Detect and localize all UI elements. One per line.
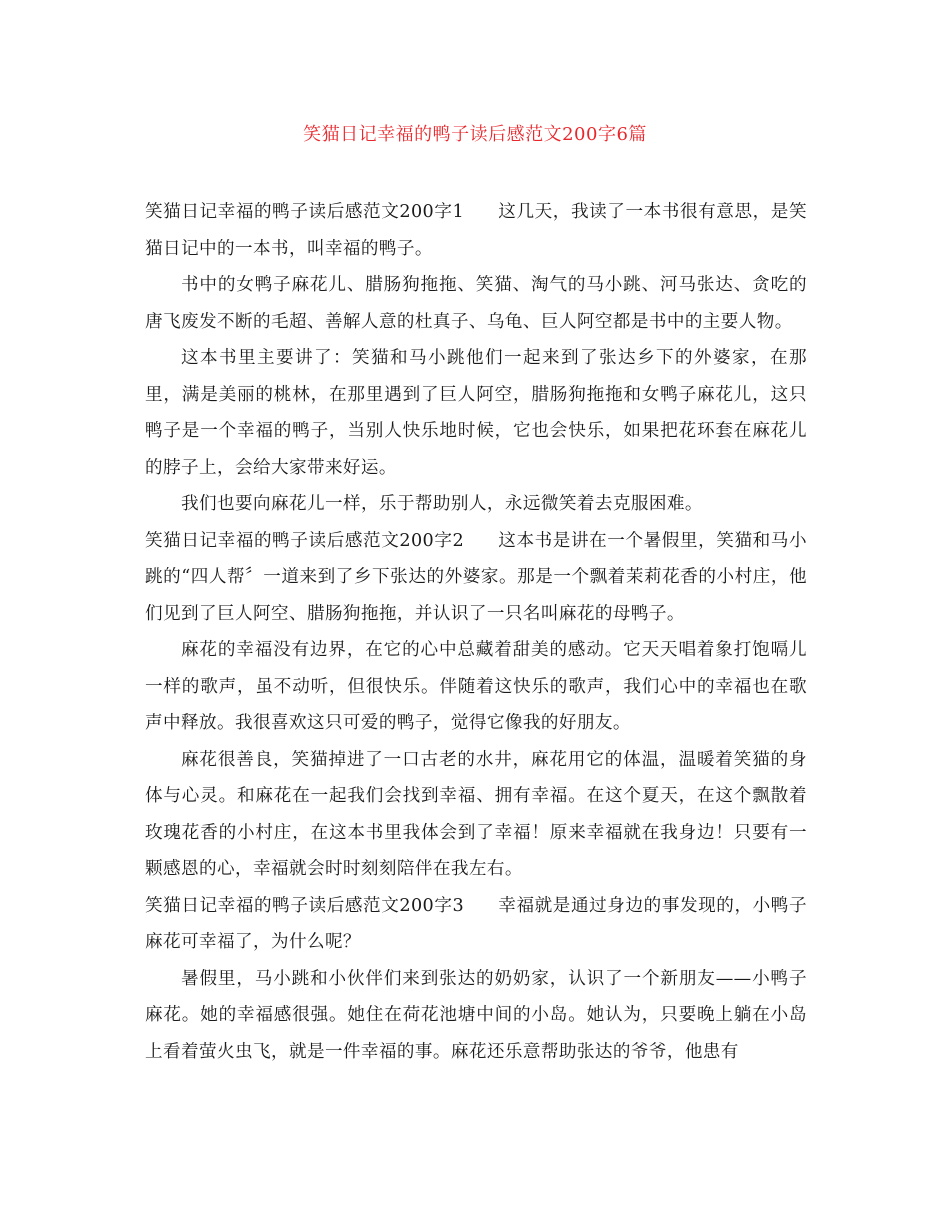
- section-heading: 笑猫日记幸福的鸭子读后感范文200字1: [145, 202, 465, 222]
- section-heading: 笑猫日记幸福的鸭子读后感范文200字2: [145, 530, 465, 551]
- paragraph: 麻花的幸福没有边界，在它的心中总藏着甜美的感动。它天天唱着象打饱嗝儿一样的歌声，虽不动听，但很快乐。伴随着这快乐的歌声，我们心中的幸福也在歌声中释放。我很喜欢这只可爱的鸭子，觉得它像我的好朋友。: [145, 640, 807, 733]
- document-body: [145, 194, 807, 1070]
- paragraph: 书中的女鸭子麻花儿、腊肠狗拖拖、笑猫、淘气的马小跳、河马张达、贪吃的唐飞废发不断的毛超、善解人意的杜真子、乌龟、巨人阿空都是书中的主要人物。: [145, 275, 807, 332]
- section-1: [145, 194, 807, 267]
- paragraph: 我们也要向麻花儿一样，乐于帮助别人，永远微笑着去克服困难。: [181, 494, 703, 514]
- section-lead: 这本书是讲在一个暑假里，笑猫和马小跳的“四人帮〞一道来到了乡下张达的外婆家。那是一个飘着茉莉花香的小村庄，他们见到了巨人阿空、腊肠狗拖拖，并认识了一只名叫麻花的母鸭子。: [145, 530, 807, 624]
- section-2: [145, 523, 807, 633]
- paragraph: 麻花很善良，笑猫掉进了一口古老的水井，麻花用它的体温，温暖着笑猫的身体与心灵。和麻花在一起我们会找到幸福、拥有幸福。在这个夏天，在这个飘散着玫瑰花香的小村庄，在这本书里我体会到了幸福！原来幸福就在我身边！只要有一颗感恩的心，幸福就会时时刻刻陪伴在我左右。: [145, 749, 807, 879]
- paragraph: 这本书里主要讲了：笑猫和马小跳他们一起来到了张达乡下的外婆家，在那里，满是美丽的桃林，在那里遇到了巨人阿空，腊肠狗拖拖和女鸭子麻花儿，这只鸭子是一个幸福的鸭子，当别人快乐地时候，它也会快乐，如果把花环套在麻花儿的脖子上，会给大家带来好运。: [145, 348, 807, 478]
- paragraph: 暑假里，马小跳和小伙伴们来到张达的奶奶家，认识了一个新朋友——小鸭子麻花。她的幸福感很强。她住在荷花池塘中间的小岛。她认为，只要晚上躺在小岛上看着萤火虫飞，就是一件幸福的事。麻花还乐意帮助张达的爷爷，他患有: [145, 968, 807, 1062]
- section-lead: 这几天，我读了一本书很有意思，是笑猫日记中的一本书，叫幸福的鸭子。: [145, 202, 807, 259]
- document-title: 笑猫日记幸福的鸭子读后感范文200字6篇: [303, 124, 647, 145]
- section-3: [145, 888, 807, 961]
- section-lead: 幸福就是通过身边的事发现的，小鸭子麻花可幸福了，为什么呢？: [145, 895, 807, 952]
- section-heading: 笑猫日记幸福的鸭子读后感范文200字3: [145, 895, 465, 916]
